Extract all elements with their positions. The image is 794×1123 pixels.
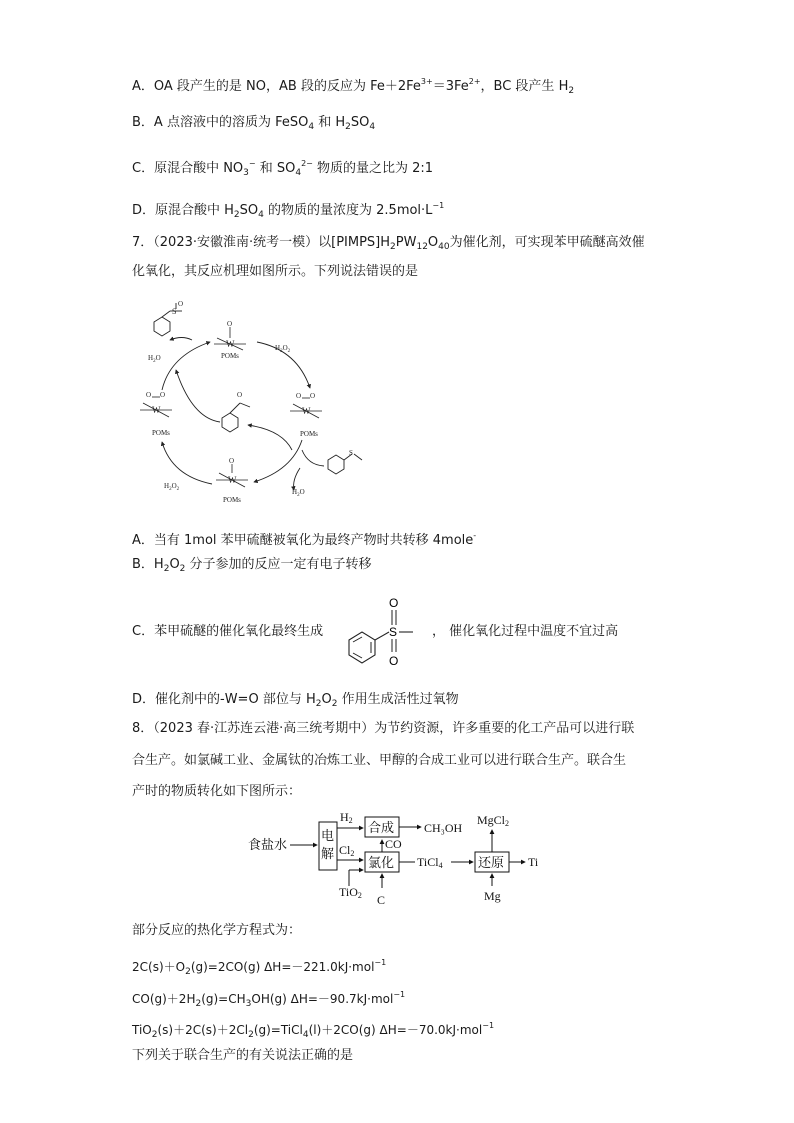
svg-text:H2: H2 — [340, 810, 353, 825]
q6-option-a: A．OA 段产生的是 NO，AB 段的反应为 $Fe+2Fe^{3+}=3Fe^{2+}$，BC 段产生 $H_2$ — [132, 77, 575, 96]
q8-thermo-intro: 部分反应的热化学方程式为： — [132, 923, 302, 938]
q6-option-b: B．A 点溶液中的溶质为 FeSO$_4$ 和 $H_2SO_4$ — [132, 115, 376, 132]
q6-option-c: C．原混合酸中 $NO_3^-$ 和 $SO_4^{2-}$ 物质的量之比为 2:1 — [132, 159, 434, 178]
q8-stem-line1: 8．（2023 春·江苏连云港·高三统考期中）为节约资源，许多重要的化工产品可以进行联 — [132, 721, 635, 736]
svg-text:CH₃OH: CH₃OH — [424, 821, 463, 835]
svg-text:O: O — [389, 596, 399, 610]
q7-option-a: A．当有 1mol 苯甲硫醚被氧化为最终产物时共转移 4mole- — [132, 531, 477, 548]
svg-text:POMs: POMs — [223, 496, 241, 504]
q8-stem-line2: 合生产。如氯碱工业、金属钛的冶炼工业、甲醇的合成工业可以进行联合生产。联合生 — [132, 753, 627, 768]
svg-text:O: O — [237, 391, 243, 399]
svg-text:MgCl2: MgCl2 — [477, 813, 510, 828]
q8-equation-2: $CO(g)+2H_2(g)=CH_3OH(g)$ ΔH=－90.7kJ·mol$^{-1}$ — [132, 990, 406, 1009]
svg-text:S: S — [389, 625, 398, 639]
w-peroxo-complex-right — [290, 392, 322, 438]
q7-option-c-post: ， 催化氧化过程中温度不宜过高 — [432, 624, 619, 639]
svg-text:POMs: POMs — [221, 352, 239, 360]
catalytic-cycle-diagram — [132, 300, 372, 515]
svg-text:S: S — [349, 449, 353, 457]
svg-text:POMs: POMs — [152, 429, 170, 437]
svg-text:氯化: 氯化 — [368, 856, 395, 871]
w-peroxo-complex-left — [140, 391, 172, 437]
svg-text:O: O — [229, 457, 235, 465]
svg-text:O: O — [296, 392, 302, 400]
svg-text:TiO2: TiO2 — [339, 885, 362, 900]
q8-question: 下列关于联合生产的有关说法正确的是 — [132, 1048, 354, 1063]
svg-text:TiCl4: TiCl4 — [417, 855, 443, 870]
label-h2o2-1: $H_2O_2$ — [275, 344, 291, 354]
svg-text:W: W — [228, 475, 237, 485]
svg-text:还原: 还原 — [478, 856, 505, 871]
svg-text:O: O — [146, 391, 152, 399]
joint-production-flow-diagram — [245, 808, 565, 908]
svg-text:合成: 合成 — [368, 821, 395, 836]
svg-text:POMs: POMs — [300, 430, 318, 438]
svg-text:O: O — [178, 300, 184, 308]
thioanisole-structure — [328, 454, 362, 474]
q7-option-c-pre: C．苯甲硫醚的催化氧化最终生成 — [132, 624, 324, 639]
label-h2o-1: $H_2O$ — [148, 354, 161, 364]
svg-text:电: 电 — [321, 829, 335, 844]
w-complex-top — [214, 320, 246, 360]
q7-option-d: D．催化剂中的-W=O 部位与 $H_2O_2$ 作用生成活性过氧物 — [132, 692, 459, 709]
svg-text:W: W — [226, 339, 235, 349]
svg-text:C: C — [377, 893, 386, 907]
svg-text:W: W — [152, 405, 161, 415]
svg-text:O: O — [310, 392, 316, 400]
sulfoxide-structure — [222, 403, 250, 432]
q8-equation-1: $2C(s)+O_2(g)=2CO(g)$ ΔH=－221.0kJ·mol$^{-1}$ — [132, 958, 387, 977]
methyl-phenyl-sulfone-structure — [337, 592, 427, 672]
svg-text:O: O — [227, 320, 233, 328]
label-h2o-2: $H_2O$ — [292, 488, 305, 498]
svg-text:O: O — [160, 391, 166, 399]
svg-text:Ti: Ti — [528, 855, 539, 869]
q6-option-d: D．原混合酸中 $H_2SO_4$ 的物质的量浓度为 $2.5mol\cdot L^{-1}$ — [132, 201, 445, 220]
svg-text:Cl2: Cl2 — [339, 843, 355, 858]
q7-stem-line2: 化氧化，其反应机理如图所示。下列说法错误的是 — [132, 264, 419, 279]
svg-text:O: O — [389, 654, 399, 668]
svg-text:W: W — [302, 406, 311, 416]
svg-text:Mg: Mg — [484, 889, 501, 903]
svg-text:S: S — [172, 307, 177, 316]
q7-option-b: B．$H_2O_2$ 分子参加的反应一定有电子转移 — [132, 557, 372, 574]
q7-stem-line1: 7．（2023·安徽淮南·统考一模）以$[PIMPS]H_2PW_{12}O_{40}$为催化剂，可实现苯甲硫醚高效催 — [132, 235, 645, 252]
w-complex-bottom — [216, 457, 248, 504]
q8-equation-3: $TiO_2(s)+2C(s)+2Cl_2(g)=TiCl_4(l)+2CO(g)$ ΔH=－70.0kJ·mol$^{-1}$ — [132, 1021, 495, 1040]
label-h2o2-2: $H_2O_2$ — [164, 482, 180, 492]
svg-text:食盐水: 食盐水 — [248, 838, 288, 853]
q8-stem-line3: 产时的物质转化如下图所示： — [132, 784, 302, 799]
svg-text:解: 解 — [321, 847, 335, 862]
svg-text:CO: CO — [385, 837, 402, 851]
